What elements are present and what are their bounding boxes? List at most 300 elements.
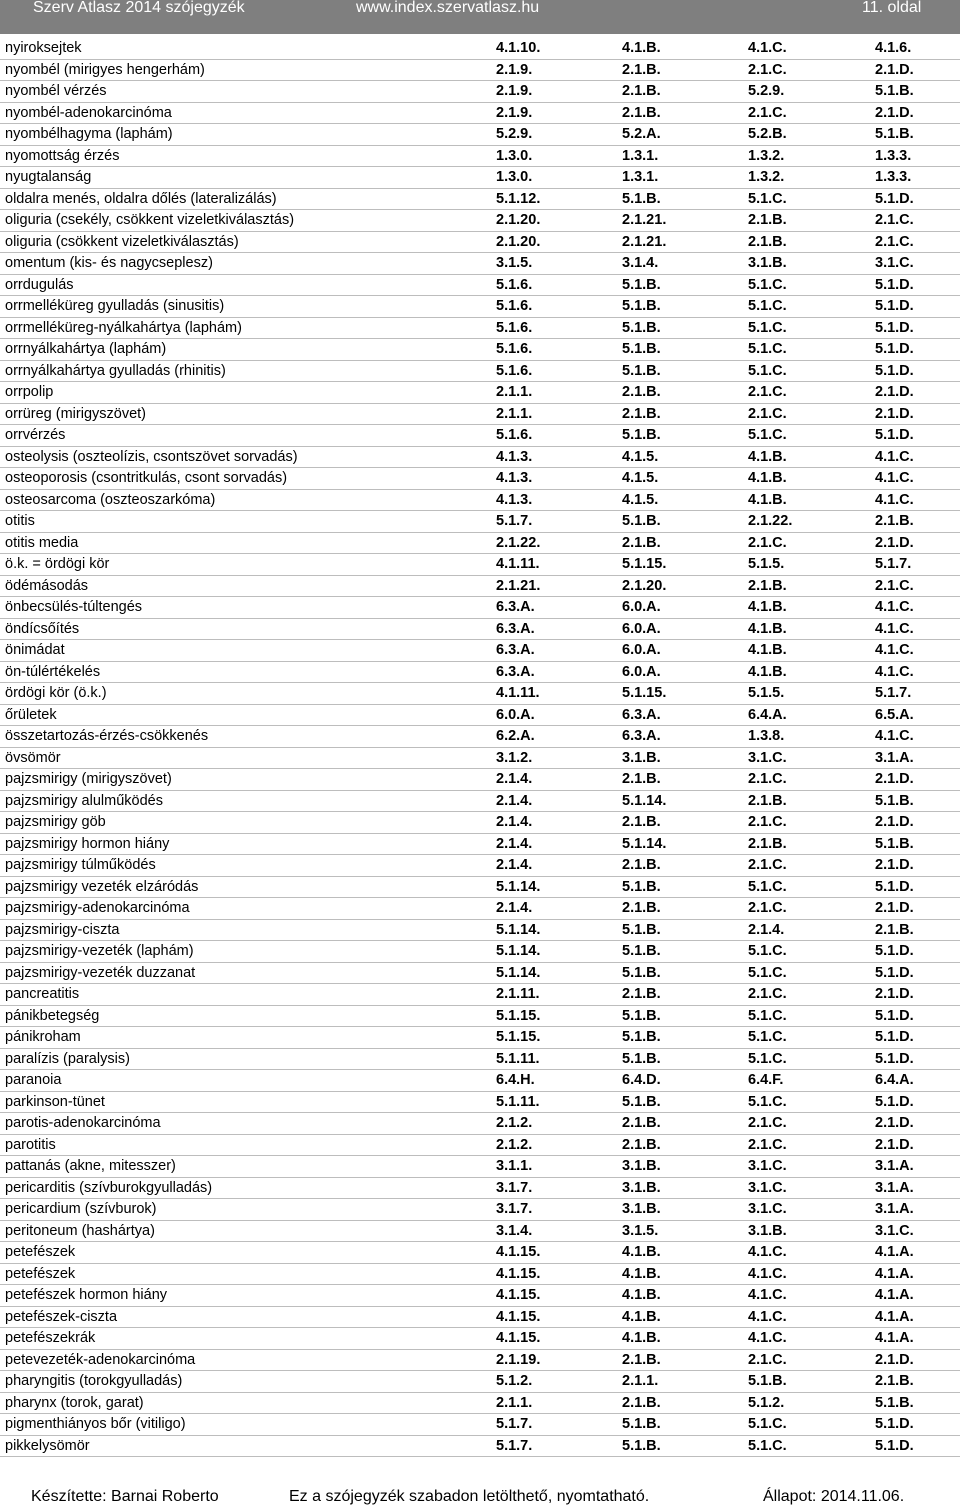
- table-row: [0, 554, 960, 576]
- ref-cell-1: 5.1.6.: [496, 427, 533, 443]
- term-cell: parkinson-tünet: [5, 1093, 105, 1110]
- ref-cell-2: 4.1.B.: [622, 1244, 661, 1260]
- ref-cell-2: 5.1.14.: [622, 792, 667, 809]
- ref-cell-4: 2.1.D.: [875, 61, 914, 78]
- ref-cell-1: 4.1.15.: [496, 1308, 541, 1325]
- term-cell: petefészek: [5, 1265, 76, 1282]
- ref-cell-2: 5.1.B.: [622, 964, 661, 981]
- ref-cell-2: 2.1.B.: [622, 405, 661, 422]
- table-row: [0, 189, 960, 211]
- term-cell: pajzsmirigy-vezeték (laphám): [5, 943, 194, 959]
- term-cell: orrdugulás: [5, 276, 74, 293]
- ref-cell-3: 2.1.C.: [748, 986, 787, 1002]
- ref-cell-1: 4.1.15.: [496, 1265, 541, 1282]
- table-row: [0, 468, 960, 490]
- ref-cell-2: 2.1.B.: [622, 1136, 661, 1153]
- ref-cell-3: 4.1.B.: [748, 663, 787, 680]
- term-cell: parotitis: [5, 1136, 56, 1153]
- ref-cell-4: 5.1.D.: [875, 878, 914, 895]
- ref-cell-3: 5.1.C.: [748, 298, 787, 314]
- table-row: [0, 1393, 960, 1415]
- table-row: [0, 124, 960, 146]
- ref-cell-2: 5.1.B.: [622, 362, 661, 379]
- term-cell: petefészek hormon hiány: [5, 1287, 168, 1303]
- term-cell: orrpolip: [5, 384, 54, 400]
- header-page-number: 11. oldal: [862, 0, 922, 16]
- table-row: [0, 1092, 960, 1114]
- term-cell: nyombélhagyma (laphám): [5, 126, 173, 142]
- ref-cell-1: 2.1.9.: [496, 61, 533, 78]
- ref-cell-3: 4.1.C.: [748, 1308, 787, 1325]
- ref-cell-2: 2.1.B.: [622, 771, 661, 787]
- ref-cell-4: 2.1.C.: [875, 233, 914, 250]
- ref-cell-4: 4.1.C.: [875, 728, 914, 744]
- ref-cell-4: 5.1.D.: [875, 1416, 914, 1432]
- ref-cell-3: 5.1.C.: [748, 1416, 787, 1432]
- table-row: [0, 146, 960, 168]
- ref-cell-3: 4.1.B.: [748, 448, 787, 465]
- ref-cell-2: 5.1.15.: [622, 685, 667, 701]
- ref-cell-1: 3.1.7.: [496, 1179, 533, 1196]
- ref-cell-3: 2.1.B.: [748, 212, 787, 228]
- ref-cell-2: 2.1.B.: [622, 900, 661, 916]
- term-cell: pajzsmirigy (mirigyszövet): [5, 771, 172, 787]
- term-cell: pajzsmirigy-adenokarcinóma: [5, 900, 190, 916]
- ref-cell-1: 5.1.6.: [496, 362, 533, 379]
- term-cell: paralízis (paralysis): [5, 1050, 130, 1067]
- ref-cell-3: 2.1.C.: [748, 771, 787, 787]
- term-cell: orrnyálkahártya (laphám): [5, 341, 167, 357]
- table-row: [0, 984, 960, 1006]
- header-title: Szerv Atlasz 2014 szójegyzék: [33, 0, 245, 16]
- ref-cell-1: 2.1.2.: [496, 1115, 533, 1131]
- ref-cell-1: 2.1.4.: [496, 792, 533, 809]
- ref-cell-4: 1.3.3.: [875, 147, 912, 164]
- ref-cell-4: 5.1.7.: [875, 685, 912, 701]
- ref-cell-3: 2.1.C.: [748, 814, 787, 830]
- ref-cell-1: 6.2.A.: [496, 728, 535, 744]
- ref-cell-3: 2.1.C.: [748, 104, 787, 121]
- ref-cell-3: 5.1.C.: [748, 427, 787, 443]
- ref-cell-1: 3.1.4.: [496, 1222, 533, 1239]
- ref-cell-3: 2.1.C.: [748, 900, 787, 916]
- term-cell: pajzsmirigy-ciszta: [5, 921, 120, 938]
- ref-cell-3: 4.1.C.: [748, 40, 787, 56]
- ref-cell-2: 4.1.B.: [622, 1308, 661, 1325]
- ref-cell-3: 4.1.C.: [748, 1330, 787, 1346]
- term-cell: nyomottság érzés: [5, 147, 120, 164]
- ref-cell-3: 3.1.B.: [748, 255, 787, 271]
- ref-cell-3: 3.1.C.: [748, 1179, 787, 1196]
- ref-cell-3: 2.1.B.: [748, 577, 787, 594]
- ref-cell-1: 5.1.7.: [496, 1437, 533, 1454]
- term-cell: őrületek: [5, 706, 57, 723]
- footer-status: Állapot: 2014.11.06.: [763, 1488, 905, 1505]
- ref-cell-3: 4.1.B.: [748, 599, 787, 615]
- ref-cell-3: 3.1.C.: [748, 749, 787, 766]
- ref-cell-4: 6.5.A.: [875, 706, 914, 723]
- term-cell: oliguria (csökkent vizeletkiválasztás): [5, 233, 239, 250]
- table-row: [0, 404, 960, 426]
- ref-cell-2: 5.1.14.: [622, 835, 667, 852]
- ref-cell-4: 5.1.B.: [875, 1394, 914, 1411]
- ref-cell-3: 3.1.C.: [748, 1158, 787, 1174]
- ref-cell-4: 2.1.B.: [875, 513, 914, 529]
- term-cell: öndícsőítés: [5, 620, 80, 637]
- ref-cell-3: 1.3.2.: [748, 169, 785, 185]
- table-row: [0, 60, 960, 82]
- ref-cell-3: 4.1.C.: [748, 1287, 787, 1303]
- term-cell: ö.k. = ördögi kör: [5, 556, 110, 572]
- ref-cell-4: 4.1.A.: [875, 1287, 914, 1303]
- table-row: [0, 877, 960, 899]
- table-row: [0, 275, 960, 297]
- term-cell: oldalra menés, oldalra dőlés (lateralizálás): [5, 190, 277, 207]
- ref-cell-3: 4.1.B.: [748, 642, 787, 658]
- ref-cell-1: 5.1.14.: [496, 964, 541, 981]
- ref-cell-2: 1.3.1.: [622, 147, 659, 164]
- ref-cell-3: 2.1.B.: [748, 835, 787, 852]
- ref-cell-1: 2.1.20.: [496, 212, 541, 228]
- ref-cell-4: 5.1.D.: [875, 1007, 914, 1024]
- table-row: [0, 511, 960, 533]
- ref-cell-1: 4.1.11.: [496, 556, 540, 572]
- table-row: [0, 318, 960, 340]
- ref-cell-4: 5.1.D.: [875, 427, 914, 443]
- ref-cell-3: 5.1.5.: [748, 685, 785, 701]
- term-cell: orrnyálkahártya gyulladás (rhinitis): [5, 362, 226, 379]
- ref-cell-2: 2.1.B.: [622, 986, 661, 1002]
- ref-cell-1: 1.3.0.: [496, 147, 533, 164]
- ref-cell-4: 2.1.D.: [875, 104, 914, 121]
- ref-cell-2: 4.1.B.: [622, 40, 661, 56]
- ref-cell-1: 2.1.4.: [496, 771, 533, 787]
- ref-cell-3: 5.1.5.: [748, 556, 785, 572]
- ref-cell-2: 6.4.D.: [622, 1072, 661, 1088]
- ref-cell-4: 5.1.D.: [875, 1093, 914, 1110]
- ref-cell-1: 5.1.14.: [496, 921, 541, 938]
- ref-cell-4: 2.1.D.: [875, 814, 914, 830]
- ref-cell-1: 2.1.4.: [496, 857, 533, 873]
- ref-cell-3: 6.4.F.: [748, 1072, 784, 1088]
- ref-cell-3: 2.1.C.: [748, 1351, 787, 1368]
- table-row: [0, 490, 960, 512]
- ref-cell-2: 5.1.B.: [622, 427, 661, 443]
- table-row: [0, 1006, 960, 1028]
- term-cell: orrüreg (mirigyszövet): [5, 405, 146, 422]
- ref-cell-1: 2.1.19.: [496, 1351, 541, 1368]
- ref-cell-3: 4.1.B.: [748, 620, 787, 637]
- ref-cell-2: 5.1.B.: [622, 513, 661, 529]
- ref-cell-4: 3.1.A.: [875, 749, 914, 766]
- table-row: [0, 920, 960, 942]
- ref-cell-1: 5.1.15.: [496, 1007, 541, 1024]
- term-cell: pánikbetegség: [5, 1007, 100, 1024]
- term-cell: nyombél vérzés: [5, 83, 107, 99]
- term-cell: pajzsmirigy vezeték elzáródás: [5, 878, 199, 895]
- table-row: [0, 662, 960, 684]
- ref-cell-3: 2.1.4.: [748, 921, 785, 938]
- ref-cell-3: 5.2.B.: [748, 126, 787, 142]
- ref-cell-3: 4.1.C.: [748, 1244, 787, 1260]
- ref-cell-1: 3.1.2.: [496, 749, 533, 766]
- ref-cell-4: 4.1.C.: [875, 663, 914, 680]
- table-row: [0, 1371, 960, 1393]
- ref-cell-2: 3.1.5.: [622, 1222, 659, 1239]
- table-row: [0, 1178, 960, 1200]
- ref-cell-2: 2.1.21.: [622, 212, 667, 228]
- ref-cell-1: 6.3.A.: [496, 599, 535, 615]
- term-cell: paranoia: [5, 1072, 62, 1088]
- ref-cell-3: 5.1.2.: [748, 1394, 785, 1411]
- term-cell: pajzsmirigy túlműködés: [5, 857, 156, 873]
- table-row: [0, 769, 960, 791]
- ref-cell-1: 2.1.21.: [496, 577, 541, 594]
- term-cell: pikkelysömör: [5, 1437, 90, 1454]
- table-row: [0, 1199, 960, 1221]
- ref-cell-1: 4.1.15.: [496, 1287, 541, 1303]
- ref-cell-3: 4.1.C.: [748, 1265, 787, 1282]
- ref-cell-1: 5.1.6.: [496, 341, 533, 357]
- ref-cell-2: 5.1.B.: [622, 1416, 661, 1432]
- term-cell: oliguria (csekély, csökkent vizeletkiválasztás): [5, 212, 295, 228]
- ref-cell-3: 5.1.C.: [748, 1029, 787, 1045]
- ref-cell-3: 2.1.C.: [748, 534, 787, 551]
- ref-cell-2: 2.1.21.: [622, 233, 667, 250]
- term-cell: övsömör: [5, 749, 61, 766]
- table-row: [0, 167, 960, 189]
- ref-cell-2: 2.1.B.: [622, 1115, 661, 1131]
- table-row: [0, 1027, 960, 1049]
- ref-cell-4: 2.1.D.: [875, 857, 914, 873]
- table-row: [0, 683, 960, 705]
- ref-cell-4: 3.1.A.: [875, 1201, 914, 1217]
- ref-cell-4: 5.1.D.: [875, 1437, 914, 1454]
- table-row: [0, 963, 960, 985]
- ref-cell-4: 1.3.3.: [875, 169, 912, 185]
- ref-cell-1: 5.1.11.: [496, 1093, 540, 1110]
- ref-cell-2: 2.1.B.: [622, 384, 661, 400]
- ref-cell-1: 5.1.7.: [496, 1416, 533, 1432]
- term-cell: nyombél (mirigyes hengerhám): [5, 61, 205, 78]
- ref-cell-1: 4.1.3.: [496, 470, 533, 486]
- term-cell: ördögi kör (ö.k.): [5, 685, 107, 701]
- term-cell: petefészekrák: [5, 1330, 96, 1346]
- term-cell: pericarditis (szívburokgyulladás): [5, 1179, 213, 1196]
- ref-cell-2: 4.1.B.: [622, 1265, 661, 1282]
- ref-cell-1: 2.1.2.: [496, 1136, 533, 1153]
- term-cell: otitis media: [5, 534, 79, 551]
- ref-cell-2: 4.1.5.: [622, 470, 659, 486]
- term-cell: nyugtalanság: [5, 169, 92, 185]
- header-url[interactable]: www.index.szervatlasz.hu: [356, 0, 540, 16]
- term-cell: pharynx (torok, garat): [5, 1394, 144, 1411]
- ref-cell-3: 3.1.C.: [748, 1201, 787, 1217]
- ref-cell-2: 5.1.B.: [622, 1437, 661, 1454]
- ref-cell-2: 2.1.B.: [622, 83, 661, 99]
- ref-cell-1: 5.1.11.: [496, 1050, 540, 1067]
- ref-cell-2: 2.1.B.: [622, 814, 661, 830]
- ref-cell-2: 5.1.B.: [622, 1050, 661, 1067]
- ref-cell-2: 1.3.1.: [622, 169, 659, 185]
- term-cell: nyombél-adenokarcinóma: [5, 104, 172, 121]
- table-row: [0, 296, 960, 318]
- ref-cell-3: 5.1.C.: [748, 1007, 787, 1024]
- ref-cell-2: 3.1.B.: [622, 1179, 661, 1196]
- table-row: [0, 1414, 960, 1436]
- table-row: [0, 855, 960, 877]
- table-row: [0, 705, 960, 727]
- ref-cell-4: 4.1.A.: [875, 1330, 914, 1346]
- ref-cell-2: 2.1.B.: [622, 61, 661, 78]
- ref-cell-1: 1.3.0.: [496, 169, 533, 185]
- ref-cell-2: 5.1.15.: [622, 556, 667, 572]
- ref-cell-4: 4.1.6.: [875, 40, 912, 56]
- table-row: [0, 1156, 960, 1178]
- table-row: [0, 447, 960, 469]
- ref-cell-2: 5.1.B.: [622, 921, 661, 938]
- table-row: [0, 533, 960, 555]
- ref-cell-3: 2.1.C.: [748, 384, 787, 400]
- term-cell: önbecsülés-túltengés: [5, 599, 143, 615]
- ref-cell-1: 2.1.22.: [496, 534, 541, 551]
- term-cell: pajzsmirigy alulműködés: [5, 792, 163, 809]
- table-row: [0, 812, 960, 834]
- table-row: [0, 1307, 960, 1329]
- term-cell: osteosarcoma (oszteoszarkóma): [5, 491, 216, 508]
- ref-cell-2: 4.1.5.: [622, 448, 659, 465]
- ref-cell-2: 2.1.B.: [622, 104, 661, 121]
- table-row: [0, 576, 960, 598]
- term-cell: ön-túlértékelés: [5, 663, 101, 680]
- ref-cell-1: 5.1.6.: [496, 319, 533, 336]
- ref-cell-3: 5.1.C.: [748, 943, 787, 959]
- term-cell: pattanás (akne, mitesszer): [5, 1158, 176, 1174]
- term-cell: önimádat: [5, 642, 65, 658]
- ref-cell-1: 2.1.9.: [496, 104, 533, 121]
- ref-cell-4: 2.1.D.: [875, 900, 914, 916]
- ref-cell-2: 3.1.B.: [622, 749, 661, 766]
- ref-cell-1: 5.1.14.: [496, 943, 541, 959]
- page-header: [0, 0, 960, 34]
- term-cell: orrmelléküreg-nyálkahártya (laphám): [5, 319, 242, 336]
- table-row: [0, 253, 960, 275]
- ref-cell-1: 4.1.10.: [496, 40, 541, 56]
- term-cell: peritoneum (hashártya): [5, 1222, 155, 1239]
- table-row: [0, 103, 960, 125]
- ref-cell-1: 2.1.4.: [496, 835, 533, 852]
- ref-cell-4: 5.1.B.: [875, 835, 914, 852]
- ref-cell-2: 2.1.B.: [622, 1394, 661, 1411]
- term-cell: petefészek-ciszta: [5, 1308, 118, 1325]
- ref-cell-3: 2.1.C.: [748, 1115, 787, 1131]
- footer-author: Készítette: Barnai Roberto: [31, 1488, 219, 1505]
- table-row: [0, 382, 960, 404]
- ref-cell-1: 2.1.1.: [496, 1394, 533, 1411]
- ref-cell-1: 3.1.1.: [496, 1158, 533, 1174]
- ref-cell-2: 2.1.B.: [622, 857, 661, 873]
- table-row: [0, 597, 960, 619]
- ref-cell-4: 2.1.C.: [875, 577, 914, 594]
- ref-cell-2: 4.1.5.: [622, 491, 659, 508]
- table-row: [0, 425, 960, 447]
- ref-cell-4: 4.1.C.: [875, 470, 914, 486]
- table-row: [0, 791, 960, 813]
- term-cell: otitis: [5, 513, 35, 529]
- ref-cell-4: 3.1.A.: [875, 1158, 914, 1174]
- ref-cell-2: 6.3.A.: [622, 728, 661, 744]
- ref-cell-2: 5.1.B.: [622, 943, 661, 959]
- ref-cell-4: 2.1.D.: [875, 1136, 914, 1153]
- ref-cell-4: 2.1.C.: [875, 212, 914, 228]
- ref-cell-4: 4.1.C.: [875, 599, 914, 615]
- ref-cell-4: 4.1.C.: [875, 448, 914, 465]
- ref-cell-1: 2.1.20.: [496, 233, 541, 250]
- table-row: [0, 898, 960, 920]
- table-row: [0, 941, 960, 963]
- ref-cell-2: 5.1.B.: [622, 190, 661, 207]
- table-row: [0, 726, 960, 748]
- ref-cell-2: 2.1.B.: [622, 534, 661, 551]
- ref-cell-1: 6.4.H.: [496, 1072, 535, 1088]
- table-row: [0, 1264, 960, 1286]
- ref-cell-3: 6.4.A.: [748, 706, 787, 723]
- ref-cell-4: 5.1.B.: [875, 83, 914, 99]
- table-row: [0, 1436, 960, 1458]
- term-cell: orrmelléküreg gyulladás (sinusitis): [5, 298, 225, 314]
- ref-cell-1: 4.1.11.: [496, 685, 540, 701]
- ref-cell-3: 2.1.B.: [748, 792, 787, 809]
- ref-cell-2: 4.1.B.: [622, 1287, 661, 1303]
- ref-cell-2: 5.1.B.: [622, 341, 661, 357]
- ref-cell-4: 3.1.C.: [875, 255, 914, 271]
- ref-cell-4: 5.1.D.: [875, 362, 914, 379]
- ref-cell-4: 5.1.D.: [875, 341, 914, 357]
- ref-cell-3: 5.1.C.: [748, 1050, 787, 1067]
- footer-note: Ez a szójegyzék szabadon letölthető, nyomtatható.: [289, 1488, 650, 1505]
- table-row: [0, 834, 960, 856]
- ref-cell-3: 5.1.C.: [748, 190, 787, 207]
- ref-cell-3: 3.1.B.: [748, 1222, 787, 1239]
- ref-cell-4: 2.1.D.: [875, 534, 914, 551]
- ref-cell-4: 5.1.D.: [875, 190, 914, 207]
- term-cell: pánikroham: [5, 1029, 81, 1045]
- ref-cell-1: 5.1.7.: [496, 513, 533, 529]
- term-cell: pancreatitis: [5, 986, 80, 1002]
- ref-cell-3: 2.1.C.: [748, 61, 787, 78]
- ref-cell-2: 5.1.B.: [622, 319, 661, 336]
- ref-cell-1: 5.1.6.: [496, 298, 533, 314]
- ref-cell-3: 5.1.C.: [748, 964, 787, 981]
- ref-cell-2: 4.1.B.: [622, 1330, 661, 1346]
- ref-cell-4: 2.1.D.: [875, 1351, 914, 1368]
- ref-cell-1: 2.1.1.: [496, 384, 533, 400]
- ref-cell-2: 6.3.A.: [622, 706, 661, 723]
- ref-cell-1: 5.1.12.: [496, 190, 541, 207]
- ref-cell-4: 5.1.B.: [875, 126, 914, 142]
- ref-cell-2: 5.1.B.: [622, 298, 661, 314]
- ref-cell-3: 2.1.C.: [748, 1136, 787, 1153]
- ref-cell-1: 5.2.9.: [496, 126, 533, 142]
- ref-cell-2: 5.1.B.: [622, 1093, 661, 1110]
- ref-cell-4: 5.1.D.: [875, 1029, 914, 1045]
- ref-cell-1: 3.1.7.: [496, 1201, 533, 1217]
- term-cell: orrvérzés: [5, 427, 66, 443]
- ref-cell-2: 6.0.A.: [622, 642, 661, 658]
- table-row: [0, 1070, 960, 1092]
- ref-cell-2: 5.2.A.: [622, 126, 661, 142]
- term-cell: pajzsmirigy-vezeték duzzanat: [5, 964, 196, 981]
